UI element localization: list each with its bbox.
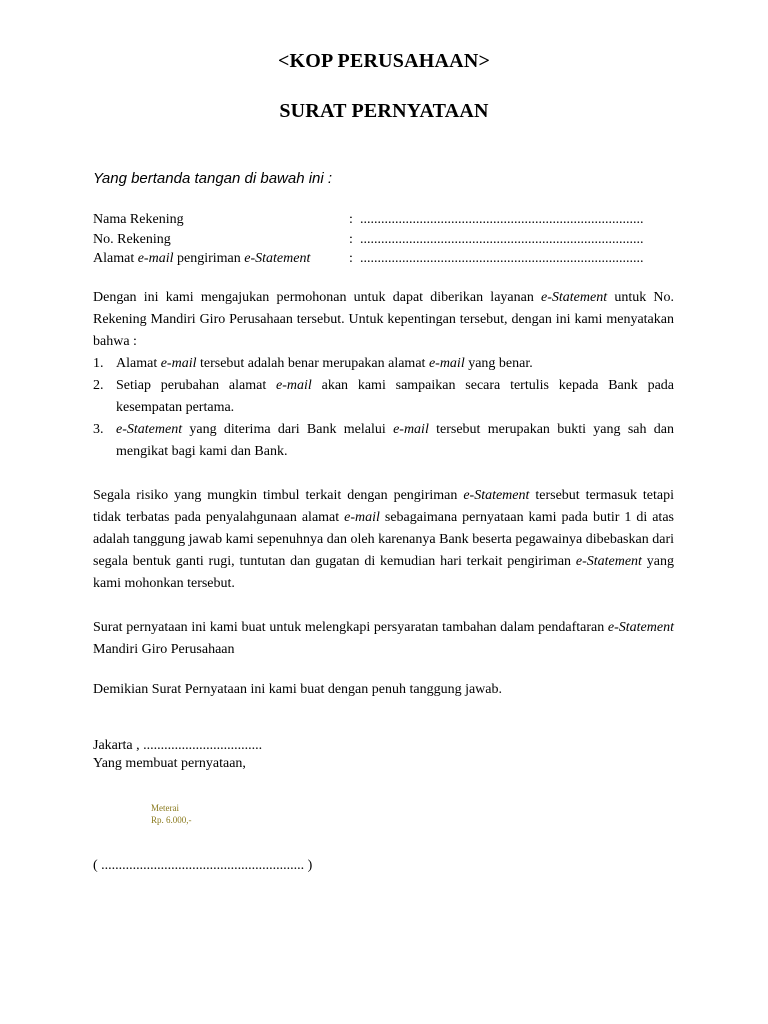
text-run-italic: e-Statement (607, 620, 674, 635)
list-item (93, 419, 674, 463)
list-number: 3. (93, 422, 104, 437)
text-run: yang benar. (464, 356, 533, 371)
list-item (93, 375, 674, 419)
field-colon: : (349, 231, 353, 247)
fill-in-blank: ................................................................................. (360, 251, 644, 266)
purpose-paragraph (93, 617, 674, 661)
text-run: tersebut adalah benar merupakan alamat (196, 356, 429, 371)
text-run-italic: e-mail (428, 356, 465, 371)
text-run: Setiap perubahan alamat (116, 378, 277, 393)
text-run: Segala risiko yang mungkin timbul terkait dengan pengiriman (93, 488, 464, 503)
text-run-italic: e-mail (344, 510, 380, 525)
text-run-italic: e-Statement (116, 422, 183, 437)
statement-list (93, 353, 674, 463)
stamp-amount: Rp. 6.000,- (151, 814, 192, 825)
text-run: sebagaimana pernyataan kami pada butir 1 di atas adalah tanggung jawab kami sepenuhnya dan oleh karenanya Bank beserta pegawainya dibebaskan dari segala bentuk ganti rugi, tuntutan dan gugatan di kemudian hari terkait pengiriman (93, 510, 674, 569)
risk-paragraph (93, 485, 674, 595)
signatory-caption: Yang membuat pernyataan, (93, 756, 246, 771)
text-run: tersebut merupakan bukti yang sah dan mengikat bagi kami dan Bank. (116, 422, 674, 459)
list-number: 2. (93, 378, 104, 393)
account-fields (93, 210, 675, 269)
request-paragraph (93, 287, 674, 353)
fill-in-blank: ................................................................................. (360, 212, 644, 227)
field-row-account-name (93, 210, 675, 230)
text-run-italic: e-Statement (463, 488, 530, 503)
text-run-italic: e-Statement (244, 251, 311, 266)
signature-line: ( .......................................................... ) (93, 858, 313, 873)
text-run-italic: e-mail (137, 251, 174, 266)
place-date-line: Jakarta , .................................. (93, 738, 263, 753)
company-letterhead-placeholder: <KOP PERUSAHAAN> (277, 50, 491, 72)
field-colon: : (349, 251, 353, 266)
text-run: Mandiri Giro Perusahaan (93, 642, 235, 657)
text-run: pengiriman (173, 251, 245, 266)
text-run: yang kami mohonkan tersebut. (93, 554, 674, 591)
duty-stamp-placeholder (151, 803, 192, 826)
text-run-italic: e-Statement (575, 554, 642, 569)
text-run: Alamat (93, 251, 138, 266)
text-run: tersebut termasuk tetapi tidak terbatas pada penyalahgunaan alamat (93, 488, 674, 525)
field-label: Nama Rekening (93, 212, 184, 227)
text-run-italic: e-mail (276, 378, 312, 393)
field-row-account-number (93, 230, 675, 250)
text-run: untuk No. Rekening Mandiri Giro Perusahaan tersebut. Untuk kepentingan tersebut, dengan ini kami menyatakan bahwa : (93, 290, 675, 349)
text-run: Surat pernyataan ini kami buat untuk melengkapi persyaratan tambahan dalam pendaftaran (93, 620, 608, 635)
field-colon: : (349, 212, 353, 227)
document-title: SURAT PERNYATAAN (279, 100, 489, 122)
stamp-label: Meterai (151, 803, 179, 813)
text-run-italic: e-mail (160, 356, 197, 371)
intro-line: Yang bertanda tangan di bawah ini : (93, 170, 333, 187)
text-run: akan kami sampaikan secara tertulis kepada Bank pada kesempatan pertama. (116, 378, 674, 415)
list-number: 1. (93, 356, 104, 371)
text-run: Alamat (116, 356, 161, 371)
text-run-italic: e-mail (393, 422, 429, 437)
fill-in-blank: ................................................................................. (360, 231, 644, 247)
closing-paragraph: Demikian Surat Pernyataan ini kami buat dengan penuh tanggung jawab. (93, 682, 503, 697)
text-run-italic: e-Statement (541, 290, 608, 305)
text-run: yang diterima dari Bank melalui (182, 422, 394, 437)
text-run: Dengan ini kami mengajukan permohonan untuk dapat diberikan layanan (93, 290, 542, 305)
field-label (93, 249, 310, 269)
list-item (93, 353, 674, 375)
field-label: No. Rekening (93, 231, 171, 247)
field-row-email-address (93, 249, 675, 269)
